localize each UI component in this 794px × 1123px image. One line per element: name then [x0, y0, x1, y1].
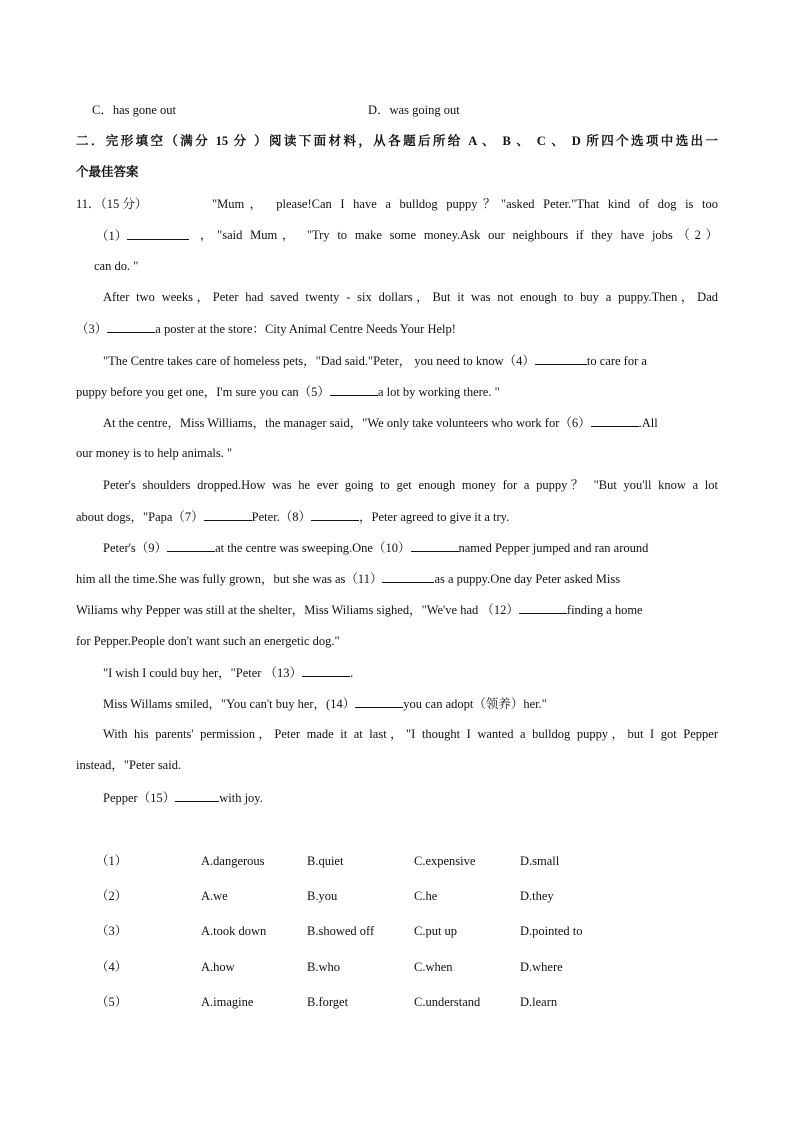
- passage-line: After two weeks，Peter had saved twenty - six dollars，But it was not enough to buy a puppy.Then，Dad: [103, 290, 718, 304]
- option-number: （2）: [96, 889, 128, 903]
- passage-text: Miss Willams smiled，"You can't buy her，(14）: [103, 697, 356, 711]
- option-b: B.showed off: [307, 924, 375, 938]
- option-c-prev: C．has gone out: [92, 103, 177, 117]
- passage-text: （1）: [96, 229, 128, 243]
- passage-text: .All: [638, 416, 658, 430]
- answer-blank: [411, 539, 459, 552]
- option-row: [0, 923, 794, 939]
- option-number: （3）: [96, 924, 128, 938]
- passage-line: [76, 508, 509, 525]
- option-b: B.who: [307, 960, 340, 974]
- option-d: D.where: [520, 960, 563, 974]
- option-a: A.dangerous: [201, 854, 265, 868]
- option-c: C.expensive: [414, 854, 476, 868]
- answer-blank: [330, 383, 378, 396]
- passage-text: named Pepper jumped and ran around: [458, 541, 649, 555]
- option-d: D.pointed to: [520, 924, 583, 938]
- passage-line: [76, 383, 500, 400]
- passage-text: .: [350, 666, 354, 680]
- option-a: A.we: [201, 889, 228, 903]
- answer-blank: [519, 601, 567, 614]
- option-c: C.understand: [414, 995, 481, 1009]
- option-number: （4）: [96, 960, 128, 974]
- passage-text: to care for a: [586, 354, 647, 368]
- passage-line: [103, 414, 658, 431]
- passage-text: with joy.: [219, 791, 263, 805]
- passage-line: With his parents' permission，Peter made it at last，"I thought I wanted a bulldog puppy，but I got Pepper: [103, 727, 718, 741]
- answer-blank: [355, 695, 403, 708]
- option-c: C.when: [414, 960, 453, 974]
- option-d: D.learn: [520, 995, 558, 1009]
- answer-blank: [311, 508, 359, 521]
- option-a: A.imagine: [201, 995, 254, 1009]
- option-number: （1）: [96, 854, 128, 868]
- answer-blank: [175, 789, 219, 802]
- passage-line: [103, 695, 547, 712]
- option-d-prev: D．was going out: [368, 103, 460, 117]
- answer-blank: [535, 352, 587, 365]
- passage-line: instead，"Peter said.: [76, 758, 182, 772]
- option-row: [0, 853, 794, 869]
- passage-text: "The Centre takes care of homeless pets，"Dad said."Peter， you need to know（4）: [103, 354, 535, 368]
- section-heading-cont: 个最佳答案: [76, 165, 139, 179]
- passage-text: at the centre was sweeping.One（10）: [215, 541, 411, 555]
- passage-line: [76, 570, 620, 587]
- passage-line: "Mum， please!Can I have a bulldog puppy？"asked Peter."That kind of dog is too: [212, 197, 718, 211]
- option-number: （5）: [96, 995, 128, 1009]
- option-c: C.put up: [414, 924, 458, 938]
- passage-text: as a puppy.One day Peter asked Miss: [434, 572, 621, 586]
- passage-text: him all the time.She was fully grown，but she was as（11）: [76, 572, 383, 586]
- passage-line: [103, 789, 263, 806]
- answer-blank: [127, 227, 189, 240]
- option-b: B.forget: [307, 995, 349, 1009]
- passage-line: [96, 227, 189, 244]
- answer-blank: [204, 508, 252, 521]
- passage-text: Peter.（8）: [251, 510, 312, 524]
- passage-line: ，"said Mum， "Try to make some money.Ask our neighbours if they have jobs（2）: [200, 228, 718, 242]
- answer-blank: [382, 570, 434, 583]
- passage-text: Pepper（15）: [103, 791, 176, 805]
- section-heading: 二．完形填空（满分 15 分 ）阅读下面材料，从各题后所给 A 、 B 、 C 、 D 所四个选项中选出一: [76, 134, 718, 148]
- option-row: [0, 959, 794, 975]
- answer-blank: [302, 664, 350, 677]
- passage-line: can do. ": [94, 259, 139, 273]
- answer-blank: [167, 539, 215, 552]
- option-row: [0, 888, 794, 904]
- option-c: C.he: [414, 889, 438, 903]
- option-a: A.took down: [201, 924, 267, 938]
- passage-text: finding a home: [566, 603, 643, 617]
- passage-text: you can adopt（领养）her.": [403, 697, 547, 711]
- passage-line: Peter's shoulders dropped.How was he ever going to get enough money for a puppy？ "But you'll know a lot: [103, 478, 718, 492]
- answer-blank: [107, 320, 155, 333]
- passage-line: [103, 352, 647, 369]
- passage-line: our money is to help animals. ": [76, 446, 233, 460]
- passage-text: a lot by working there. ": [377, 385, 500, 399]
- passage-text: At the centre，Miss Williams，the manager said，"We only take volunteers who work for（6）: [103, 416, 591, 430]
- passage-text: Peter's（9）: [103, 541, 168, 555]
- passage-line: for Pepper.People don't want such an energetic dog.": [76, 634, 340, 648]
- passage-line: [76, 320, 456, 337]
- passage-text: ，Peter agreed to give it a try.: [359, 510, 510, 524]
- passage-line: [103, 539, 648, 556]
- question-number: 11．（15 分）: [76, 197, 148, 211]
- option-d: D.they: [520, 889, 554, 903]
- option-d: D.small: [520, 854, 560, 868]
- passage-text: a poster at the store：City Animal Centre Needs Your Help!: [155, 322, 456, 336]
- passage-text: （3）: [76, 322, 108, 336]
- option-row: [0, 994, 794, 1010]
- answer-blank: [591, 414, 639, 427]
- option-a: A.how: [201, 960, 235, 974]
- passage-text: puppy before you get one，I'm sure you can（5）: [76, 385, 330, 399]
- passage-text: Wiliams why Pepper was still at the shelter，Miss Wiliams sighed，"We've had （12）: [76, 603, 519, 617]
- passage-line: [103, 664, 353, 681]
- option-b: B.quiet: [307, 854, 344, 868]
- passage-line: [76, 601, 643, 618]
- passage-text: about dogs，"Papa（7）: [76, 510, 204, 524]
- option-b: B.you: [307, 889, 338, 903]
- passage-text: "I wish I could buy her，"Peter （13）: [103, 666, 303, 680]
